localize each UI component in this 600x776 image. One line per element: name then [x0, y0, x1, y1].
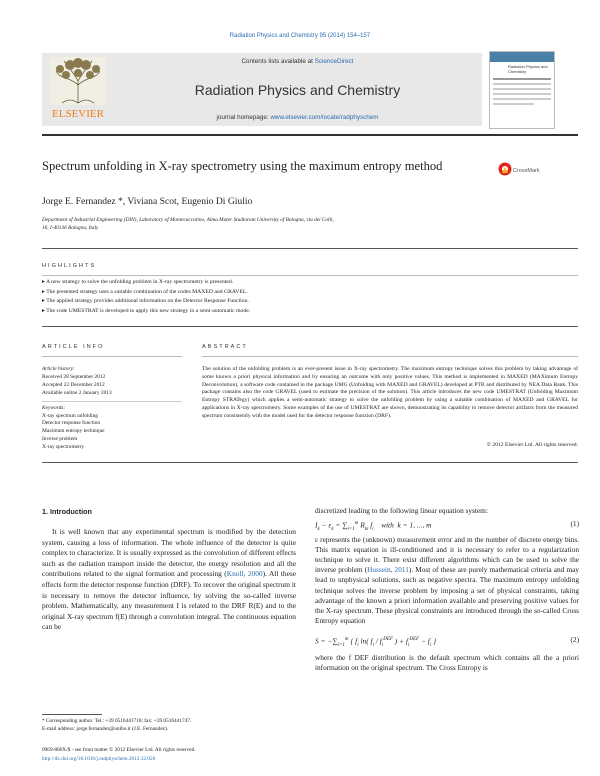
issn-doi: 0969-806X/$ - see front matter © 2012 Elsevier Ltd. All rights reserved. http://dx.doi.org/10.1016/j.radphyschem.2012.12.026 [42, 747, 196, 762]
keyword: Inverse problem [42, 436, 78, 443]
highlight-item: ▸ The code UMESTRAT is developed to apply this new strategy in a semi-automatic mode. [42, 307, 251, 314]
highlight-item: ▸ The applied strategy provides additional information on the Detector Response Function. [42, 298, 249, 304]
sciencedirect-link[interactable]: ScienceDirect [314, 58, 354, 65]
article-info-heading: ARTICLE INFO [42, 344, 105, 350]
header-rule [42, 134, 578, 136]
journal-citation[interactable]: Radiation Physics and Chemistry 95 (2014) 154–157 [229, 33, 371, 39]
divider [42, 326, 578, 327]
reference-link[interactable]: Hussein, 2011 [367, 565, 409, 575]
highlight-item: ▸ A new strategy to solve the unfolding problem in X-ray spectrometry is presented. [42, 279, 234, 285]
keyword: X-ray spectrum unfolding [42, 412, 98, 419]
divider [42, 248, 578, 249]
equation-2: $S = -\sum_{i=1}^m$ { $f_i$ ln( $f_i / f_i^{DEF}$ ) + $f_i^{DEF} - f_i$ } (2) [315, 634, 579, 648]
divider [202, 356, 578, 357]
footnote: * Corresponding author. Tel.: +39 0516441718; fax: +39 0516441747. E-mail address: jorge.fernandez@unibo.it (J.E. Fernandez). [42, 718, 192, 732]
author-list: Jorge E. Fernandez *, Viviana Scot, Eugenio Di Giulio [42, 196, 253, 207]
journal-cover-thumbnail: Radiation Physics and Chemistry [489, 51, 555, 129]
journal-homepage: journal homepage: www.elsevier.com/locate/radphyschem [216, 114, 379, 121]
divider [42, 356, 182, 357]
divider [42, 462, 578, 463]
footnote-rule [42, 714, 102, 715]
contents-line: Contents lists available at ScienceDirect [241, 58, 354, 65]
column-2-text: discretized leading to the following linear equation system: $I_k - \varepsilon_k = \sum_{i=1}^m$ $R_{ki}$ $f_i$ with k = 1, ..., m (1) ε represents the (unknown) measurement error and m the number of discrete energy bins. This matrix equation is ill-conditioned and it is necessary to refer to a regularization technique to solve it. There exist different algorithms which can be used to solve the inverse problem (Hussein, 2011). Most of these are purely mathematical criteria and may lead to unphysical solutions, such as negative spectra. The maximum entropy unfolding technique solves the inverse problem by imposing a set of physical constraints, taking advantage of the known a priori information available and preserving positive values for the X-ray spectrum. These physical constraints are introduced through the so-called Cross Entropy equation $S = -\sum_{i=1}^m$ { $f_i$ ln( $f_i / f_i^{DEF}$ ) + $f_i^{DEF} - f_i$ } (2) where the f DEF distribution is the default spectrum which contains all the a priori information on the original spectrum. The Cross Entropy is [315, 506, 580, 673]
crossmark-badge[interactable] [497, 160, 543, 187]
keyword: Maximum entropy technique [42, 428, 105, 435]
keyword: Detector response function [42, 420, 101, 427]
divider [42, 275, 578, 276]
paper-title: Spectrum unfolding in X-ray spectrometry using the maximum entropy method [42, 159, 443, 173]
journal-title: Radiation Physics and Chemistry [194, 82, 401, 98]
equation-1: $I_k - \varepsilon_k = \sum_{i=1}^m$ $R_{ki}$ $f_i$ with k = 1, ..., m (1) [315, 519, 579, 533]
elsevier-logo [42, 55, 114, 121]
highlights-list [42, 278, 250, 316]
reference-link[interactable]: Knoll, 2000 [226, 569, 263, 579]
svg-text:ELSEVIER: ELSEVIER [52, 108, 104, 120]
section-heading-introduction: 1. Introduction [42, 507, 92, 516]
abstract-heading: ABSTRACT [202, 344, 248, 350]
highlight-item: ▸ The presented strategy uses a suitable combination of the codes MAXED and GRAVEL. [42, 288, 248, 295]
abstract-text: The solution of the unfolding problem is an ever-present issue in X-ray spectrometry. The maximum entropy technique solves this problem by taking advantage of some known a priori physical information and by ensuring an outcome with only positive values. This method is implemented in MAXED (MAXimum Entropy Deconvolution), a software code contained in the package UMG (Unfolding with MAXED and GRAVEL) developed at PTB and distributed by NEA Data Bank. This package contains also the code GRAVEL (used to estimate the precision of the solution). This article introduces the new code UMESTRAT (Unfolding Maximum Entropy STRATegy) which applies a semi-automatic strategy to solve the unfolding problem by using a suitable combination of MAXED and GRAVEL for applications in X-ray spectrometry. Some examples of the use of UMESTRAT are shown, demonstrating its capability to remove detector artifacts from the measured spectrum consistently with the model used for the detector response function (DRF). [202, 366, 578, 419]
keyword: X-ray spectrometry [42, 444, 85, 451]
copyright: © 2012 Elsevier Ltd. All rights reserved. [486, 442, 578, 448]
highlights-heading: HIGHLIGHTS [42, 263, 97, 269]
svg-text:CrossMark: CrossMark [513, 168, 540, 174]
article-info: Article history: Received 28 September 2012 Accepted 22 December 2012 Available online 2 January 2013 Keywords: X-ray spectrum unfolding Detector response function Maximum entropy technique Inverse problem X-ray spectrometry [42, 366, 152, 452]
doi-link[interactable]: http://dx.doi.org/10.1016/j.radphyschem.2012.12.026 [42, 755, 156, 762]
journal-homepage-link[interactable]: www.elsevier.com/locate/radphyschem [270, 114, 379, 121]
affiliation: Department of Industrial Engineering (DIN), Laboratory of Montecuccolino, Alma Mater Studiorum University of Bologna, via dei Colli, 16, I-40136 Bologna, Italy [42, 217, 334, 231]
intro-paragraph: It is well known that any experimental spectrum is modified by the detection system, causing a loss of information. The whole influence of the detector is quite complex to characterize. It is usually expressed as the convolution of different effects such as the radiation transport inside the detector, the energy resolution and all the contributions related to the signal formation and processing (Knoll, 2000). All these effects form the detector response function (DRF). To recover the original spectrum it is necessary to remove the detector influence, by solving the so-called inverse problem. Mathematically, any measurement I is related to the DRF R(E) and to the original X-ray spectrum f(E) through a convolution integral. The continuous equation can be [42, 527, 296, 632]
